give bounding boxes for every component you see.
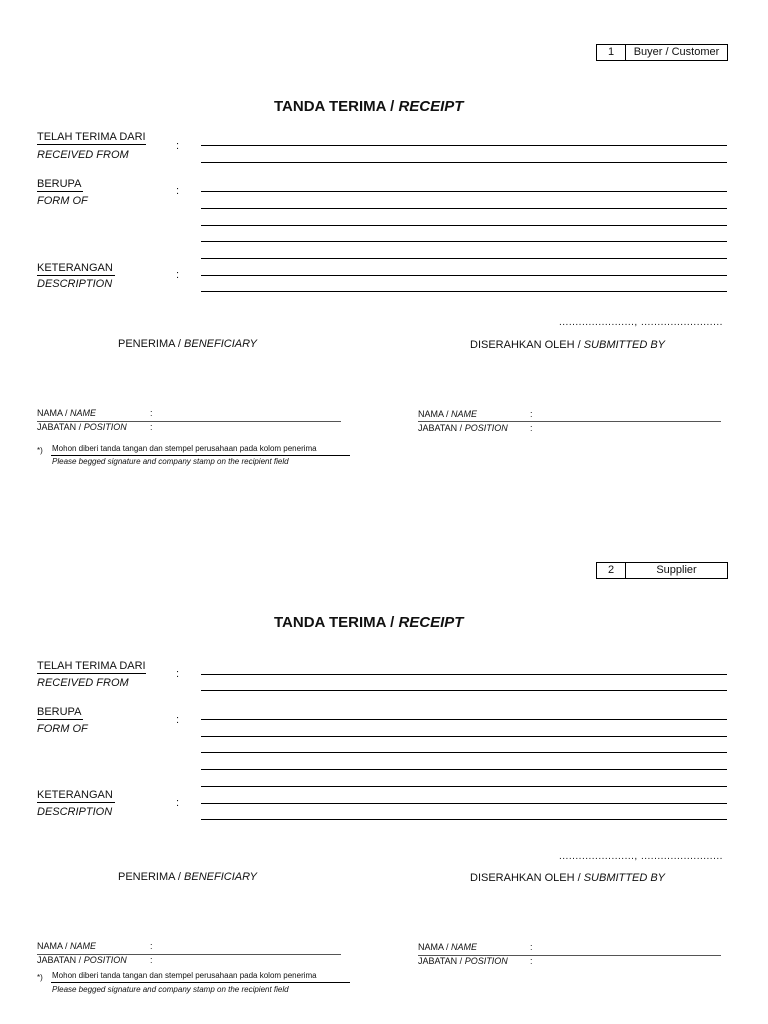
beneficiary-name-label: NAMA / NAME bbox=[37, 941, 97, 951]
form-of-line[interactable] bbox=[201, 752, 727, 753]
received-from-line[interactable] bbox=[201, 674, 727, 675]
submitted-by-heading: DISERAHKAN OLEH / SUBMITTED BY bbox=[470, 339, 665, 351]
colon: : bbox=[176, 269, 180, 281]
description-line[interactable] bbox=[201, 803, 727, 804]
description-line[interactable] bbox=[201, 786, 727, 787]
beneficiary-name-label: NAMA / NAME bbox=[37, 408, 97, 418]
colon: : bbox=[150, 408, 153, 418]
date-place-field[interactable]: ......................., ......................... bbox=[559, 317, 723, 328]
description-label-en: DESCRIPTION bbox=[37, 278, 113, 290]
colon: : bbox=[530, 409, 533, 419]
beneficiary-heading: PENERIMA / BENEFICIARY bbox=[118, 871, 257, 883]
note-marker: *) bbox=[37, 446, 43, 455]
beneficiary-heading: PENERIMA / BENEFICIARY bbox=[118, 338, 257, 350]
copy-indicator bbox=[596, 562, 728, 579]
description-label: KETERANGAN bbox=[37, 789, 115, 803]
received-from-line[interactable] bbox=[201, 690, 727, 691]
received-from-label: TELAH TERIMA DARI bbox=[37, 131, 146, 143]
submitter-name-label: NAMA / NAME bbox=[418, 409, 478, 419]
received-from-label: TELAH TERIMA DARI bbox=[37, 660, 146, 672]
submitted-by-heading: DISERAHKAN OLEH / SUBMITTED BY bbox=[470, 872, 665, 884]
beneficiary-position-label: JABATAN / POSITION bbox=[37, 955, 127, 965]
colon: : bbox=[530, 956, 533, 966]
received-from-label-en: RECEIVED FROM bbox=[37, 149, 129, 161]
description-label-en: DESCRIPTION bbox=[37, 806, 113, 818]
form-of-line[interactable] bbox=[201, 736, 727, 737]
colon: : bbox=[530, 942, 533, 952]
colon: : bbox=[530, 423, 533, 433]
received-from-label-en: RECEIVED FROM bbox=[37, 677, 129, 689]
description-line[interactable] bbox=[201, 819, 727, 820]
form-of-label-en: FORM OF bbox=[37, 195, 88, 207]
submitter-name-label: NAMA / NAME bbox=[418, 942, 478, 952]
form-of-line[interactable] bbox=[201, 769, 727, 770]
colon: : bbox=[176, 668, 180, 680]
receipt-title: TANDA TERIMA / RECEIPT bbox=[274, 98, 464, 115]
colon: : bbox=[150, 941, 153, 951]
colon: : bbox=[176, 140, 180, 152]
note-underline bbox=[51, 982, 350, 983]
colon: : bbox=[150, 422, 153, 432]
form-of-line[interactable] bbox=[201, 719, 727, 720]
form-of-label: BERUPA bbox=[37, 178, 82, 190]
colon: : bbox=[176, 714, 180, 726]
copy-recipient: Supplier bbox=[656, 564, 697, 576]
copy-recipient: Buyer / Customer bbox=[633, 46, 720, 58]
submitter-position-label: JABATAN / POSITION bbox=[418, 423, 508, 433]
form-of-label: BERUPA bbox=[37, 706, 82, 718]
colon: : bbox=[150, 955, 153, 965]
colon: : bbox=[176, 185, 180, 197]
copy-number: 2 bbox=[597, 563, 626, 578]
colon: : bbox=[176, 797, 180, 809]
note-text: Mohon diberi tanda tangan dan stempel perusahaan pada kolom penerima bbox=[52, 444, 317, 453]
note-text-en: Please begged signature and company stamp on the recipient field bbox=[52, 457, 289, 466]
description-label: KETERANGAN bbox=[37, 262, 115, 276]
note-text-en: Please begged signature and company stamp on the recipient field bbox=[52, 985, 289, 994]
date-place-field[interactable]: ......................., ......................... bbox=[559, 851, 723, 862]
form-of-label-en: FORM OF bbox=[37, 723, 88, 735]
receipt-title: TANDA TERIMA / RECEIPT bbox=[274, 614, 464, 631]
note-text: Mohon diberi tanda tangan dan stempel perusahaan pada kolom penerima bbox=[52, 971, 317, 980]
copy-number: 1 bbox=[597, 45, 626, 60]
beneficiary-position-label: JABATAN / POSITION bbox=[37, 422, 127, 432]
submitter-position-label: JABATAN / POSITION bbox=[418, 956, 508, 966]
note-marker: *) bbox=[37, 973, 43, 982]
